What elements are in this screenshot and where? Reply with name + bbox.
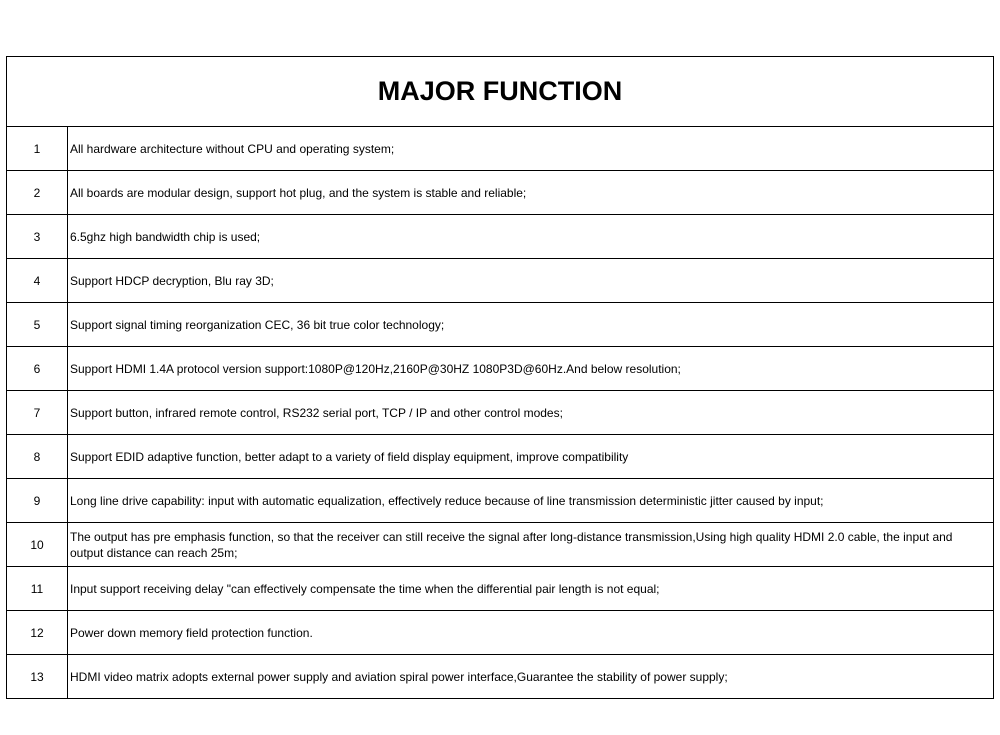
function-description: Support HDMI 1.4A protocol version support:1080P@120Hz,2160P@30HZ 1080P3D@60Hz.And below resolution; [68,347,994,391]
row-number: 1 [7,127,68,171]
table-row [7,259,994,303]
row-number: 5 [7,303,68,347]
table-title: MAJOR FUNCTION [7,57,994,127]
function-description: Support button, infrared remote control, RS232 serial port, TCP / IP and other control modes; [68,391,994,435]
function-description: Input support receiving delay "can effectively compensate the time when the differential pair length is not equal; [68,567,994,611]
function-description: Support HDCP decryption, Blu ray 3D; [68,259,994,303]
row-number: 13 [7,655,68,699]
table-row [7,127,994,171]
table-row [7,215,994,259]
major-function-table [6,56,994,699]
function-description: All hardware architecture without CPU and operating system; [68,127,994,171]
table-row [7,303,994,347]
row-number: 10 [7,523,68,567]
table-row [7,171,994,215]
table-row [7,655,994,699]
row-number: 3 [7,215,68,259]
row-number: 12 [7,611,68,655]
table-row [7,567,994,611]
function-description: HDMI video matrix adopts external power supply and aviation spiral power interface,Guarantee the stability of power supply; [68,655,994,699]
table-row [7,479,994,523]
table-row [7,435,994,479]
table-row [7,611,994,655]
row-number: 9 [7,479,68,523]
row-number: 4 [7,259,68,303]
row-number: 8 [7,435,68,479]
title-row [7,57,994,127]
row-number: 7 [7,391,68,435]
row-number: 2 [7,171,68,215]
function-description: 6.5ghz high bandwidth chip is used; [68,215,994,259]
function-description: Power down memory field protection function. [68,611,994,655]
function-description: Support signal timing reorganization CEC, 36 bit true color technology; [68,303,994,347]
function-description: The output has pre emphasis function, so that the receiver can still receive the signal after long-distance transmission,Using high quality HDMI 2.0 cable, the input and output distance can reach 25m; [68,523,994,567]
row-number: 6 [7,347,68,391]
function-description: Support EDID adaptive function, better adapt to a variety of field display equipment, improve compatibility [68,435,994,479]
function-description: Long line drive capability: input with automatic equalization, effectively reduce because of line transmission deterministic jitter caused by input; [68,479,994,523]
table-row [7,347,994,391]
table-row [7,391,994,435]
row-number: 11 [7,567,68,611]
table-row [7,523,994,567]
function-description: All boards are modular design, support hot plug, and the system is stable and reliable; [68,171,994,215]
